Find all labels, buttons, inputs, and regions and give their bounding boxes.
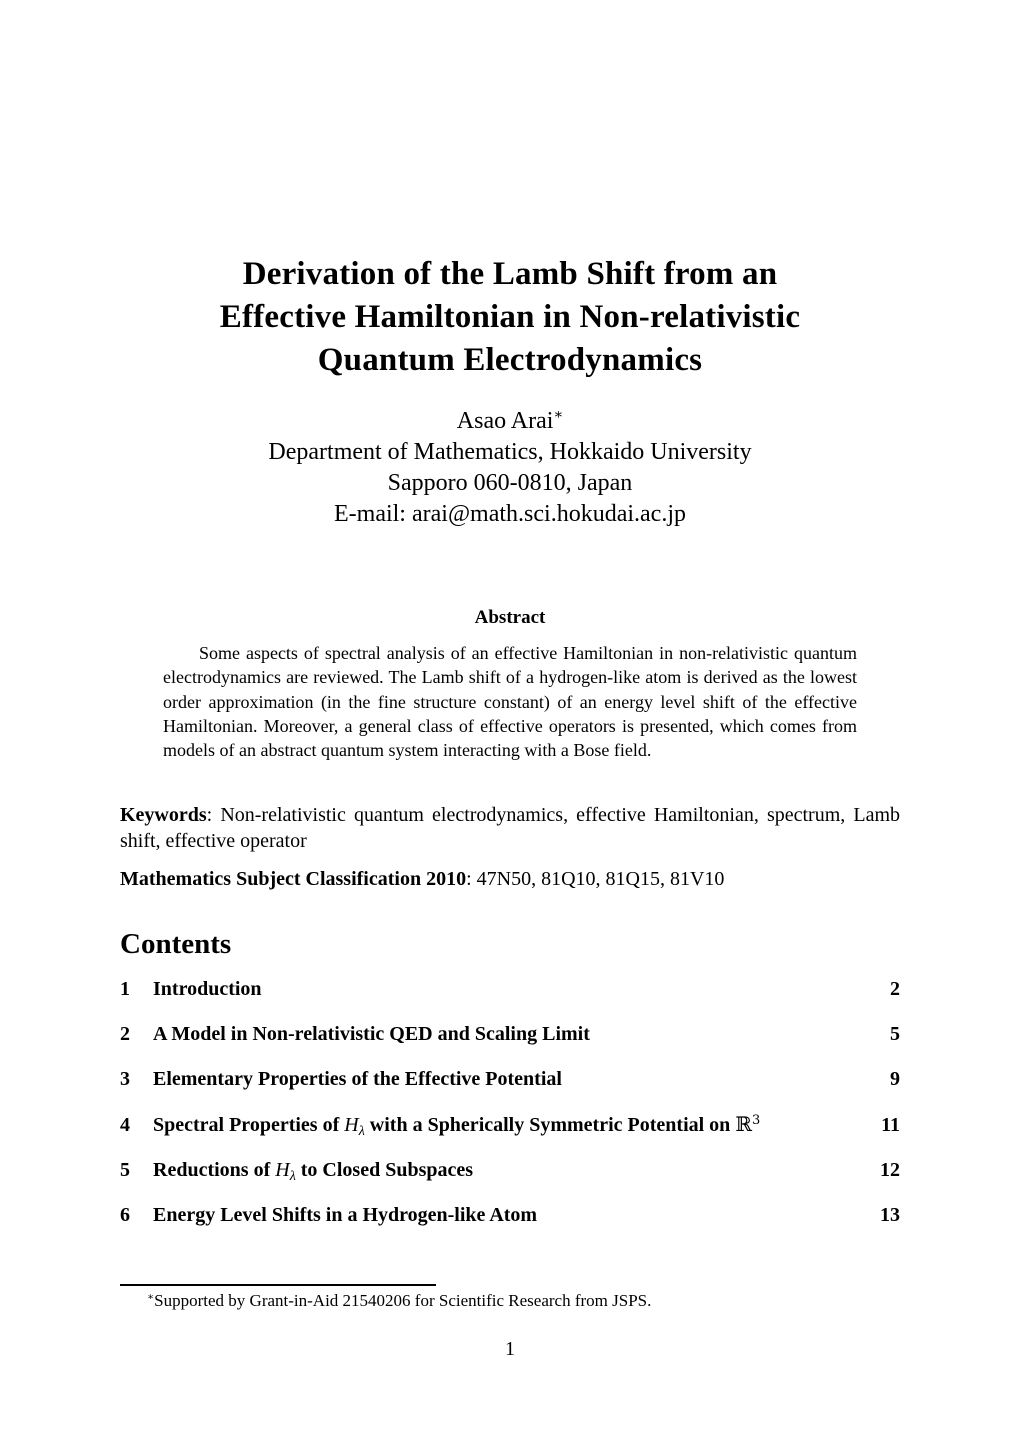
author-footnote-marker: ∗ xyxy=(553,407,564,423)
author-affiliation: Department of Mathematics, Hokkaido University xyxy=(268,439,752,465)
toc-item-page: 5 xyxy=(890,1023,900,1046)
title-line-2: Effective Hamiltonian in Non-relativistic xyxy=(219,299,801,335)
toc-item-number: 1 xyxy=(120,978,130,1001)
author-name-text: Asao Arai xyxy=(456,408,554,434)
footnote-rule xyxy=(120,1284,436,1286)
keywords-text: : Non-relativistic quantum electrodynamics, effective Hamiltonian, spectrum, Lamb shift, effective operator xyxy=(120,804,900,853)
toc-item-page: 12 xyxy=(880,1159,900,1182)
toc-item-label: Elementary Properties of the Effective Potential xyxy=(153,1068,562,1091)
toc-item-label: A Model in Non-relativistic QED and Scaling Limit xyxy=(153,1023,590,1046)
toc-item-page: 9 xyxy=(890,1068,900,1091)
keywords-line xyxy=(120,802,900,854)
toc-item-page: 13 xyxy=(880,1204,900,1227)
toc-item-page: 11 xyxy=(881,1114,900,1137)
toc-item xyxy=(120,1157,900,1183)
paper-title xyxy=(120,253,900,382)
author-address: Sapporo 060-0810, Japan xyxy=(387,470,633,496)
abstract-heading: Abstract xyxy=(474,607,546,628)
msc-label: Mathematics Subject Classification 2010 xyxy=(120,868,467,891)
toc-item-label: Energy Level Shifts in a Hydrogen-like Atom xyxy=(153,1204,538,1227)
author-email: E-mail: arai@math.sci.hokudai.ac.jp xyxy=(334,501,686,527)
msc-text: : 47N50, 81Q10, 81Q15, 81V10 xyxy=(466,868,725,891)
contents-heading: Contents xyxy=(120,928,232,961)
toc-item xyxy=(120,1111,900,1138)
toc-item-number: 6 xyxy=(120,1204,130,1227)
abstract-section xyxy=(120,606,900,762)
toc-item xyxy=(120,1021,900,1047)
toc-item xyxy=(120,1202,900,1228)
footnote-area xyxy=(120,1284,900,1312)
toc-list xyxy=(120,976,900,1228)
toc-item-number: 4 xyxy=(120,1114,130,1137)
footnote-marker: ∗ xyxy=(147,1292,155,1303)
title-line-1: Derivation of the Lamb Shift from an xyxy=(242,256,778,292)
author-block xyxy=(120,406,900,530)
toc-item xyxy=(120,1066,900,1092)
msc-line xyxy=(120,866,900,892)
footnote xyxy=(120,1290,900,1312)
footnote-text: Supported by Grant-in-Aid 21540206 for Scientific Research from JSPS. xyxy=(154,1291,652,1310)
toc-item xyxy=(120,976,900,1002)
page-number: 1 xyxy=(505,1338,515,1360)
toc-item-number: 5 xyxy=(120,1159,130,1182)
toc-item-number: 2 xyxy=(120,1023,130,1046)
author-name xyxy=(120,406,900,437)
title-line-3: Quantum Electrodynamics xyxy=(317,342,703,378)
toc-item-label: Reductions of $H_\lambda$ to Closed Subspaces xyxy=(153,1159,474,1185)
keywords-label: Keywords xyxy=(120,804,207,827)
toc-item-number: 3 xyxy=(120,1068,130,1091)
toc-item-label: Spectral Properties of $H_\lambda$ with a Spherically Symmetric Potential on ℝ$^3$ xyxy=(153,1112,761,1140)
abstract-text: Some aspects of spectral analysis of an effective Hamiltonian in non-relativistic quantum electrodynamics are reviewed. The Lamb shift of a hydrogen-like atom is derived as the lowest order approximation (in the fine structure constant) of an energy level shift of the effective Hamiltonian. Moreover, a general class of effective operators is presented, which comes from models of an abstract quantum system interacting with a Bose field. xyxy=(163,643,857,761)
toc-item-label: Introduction xyxy=(153,978,262,1001)
toc-item-page: 2 xyxy=(890,978,900,1001)
